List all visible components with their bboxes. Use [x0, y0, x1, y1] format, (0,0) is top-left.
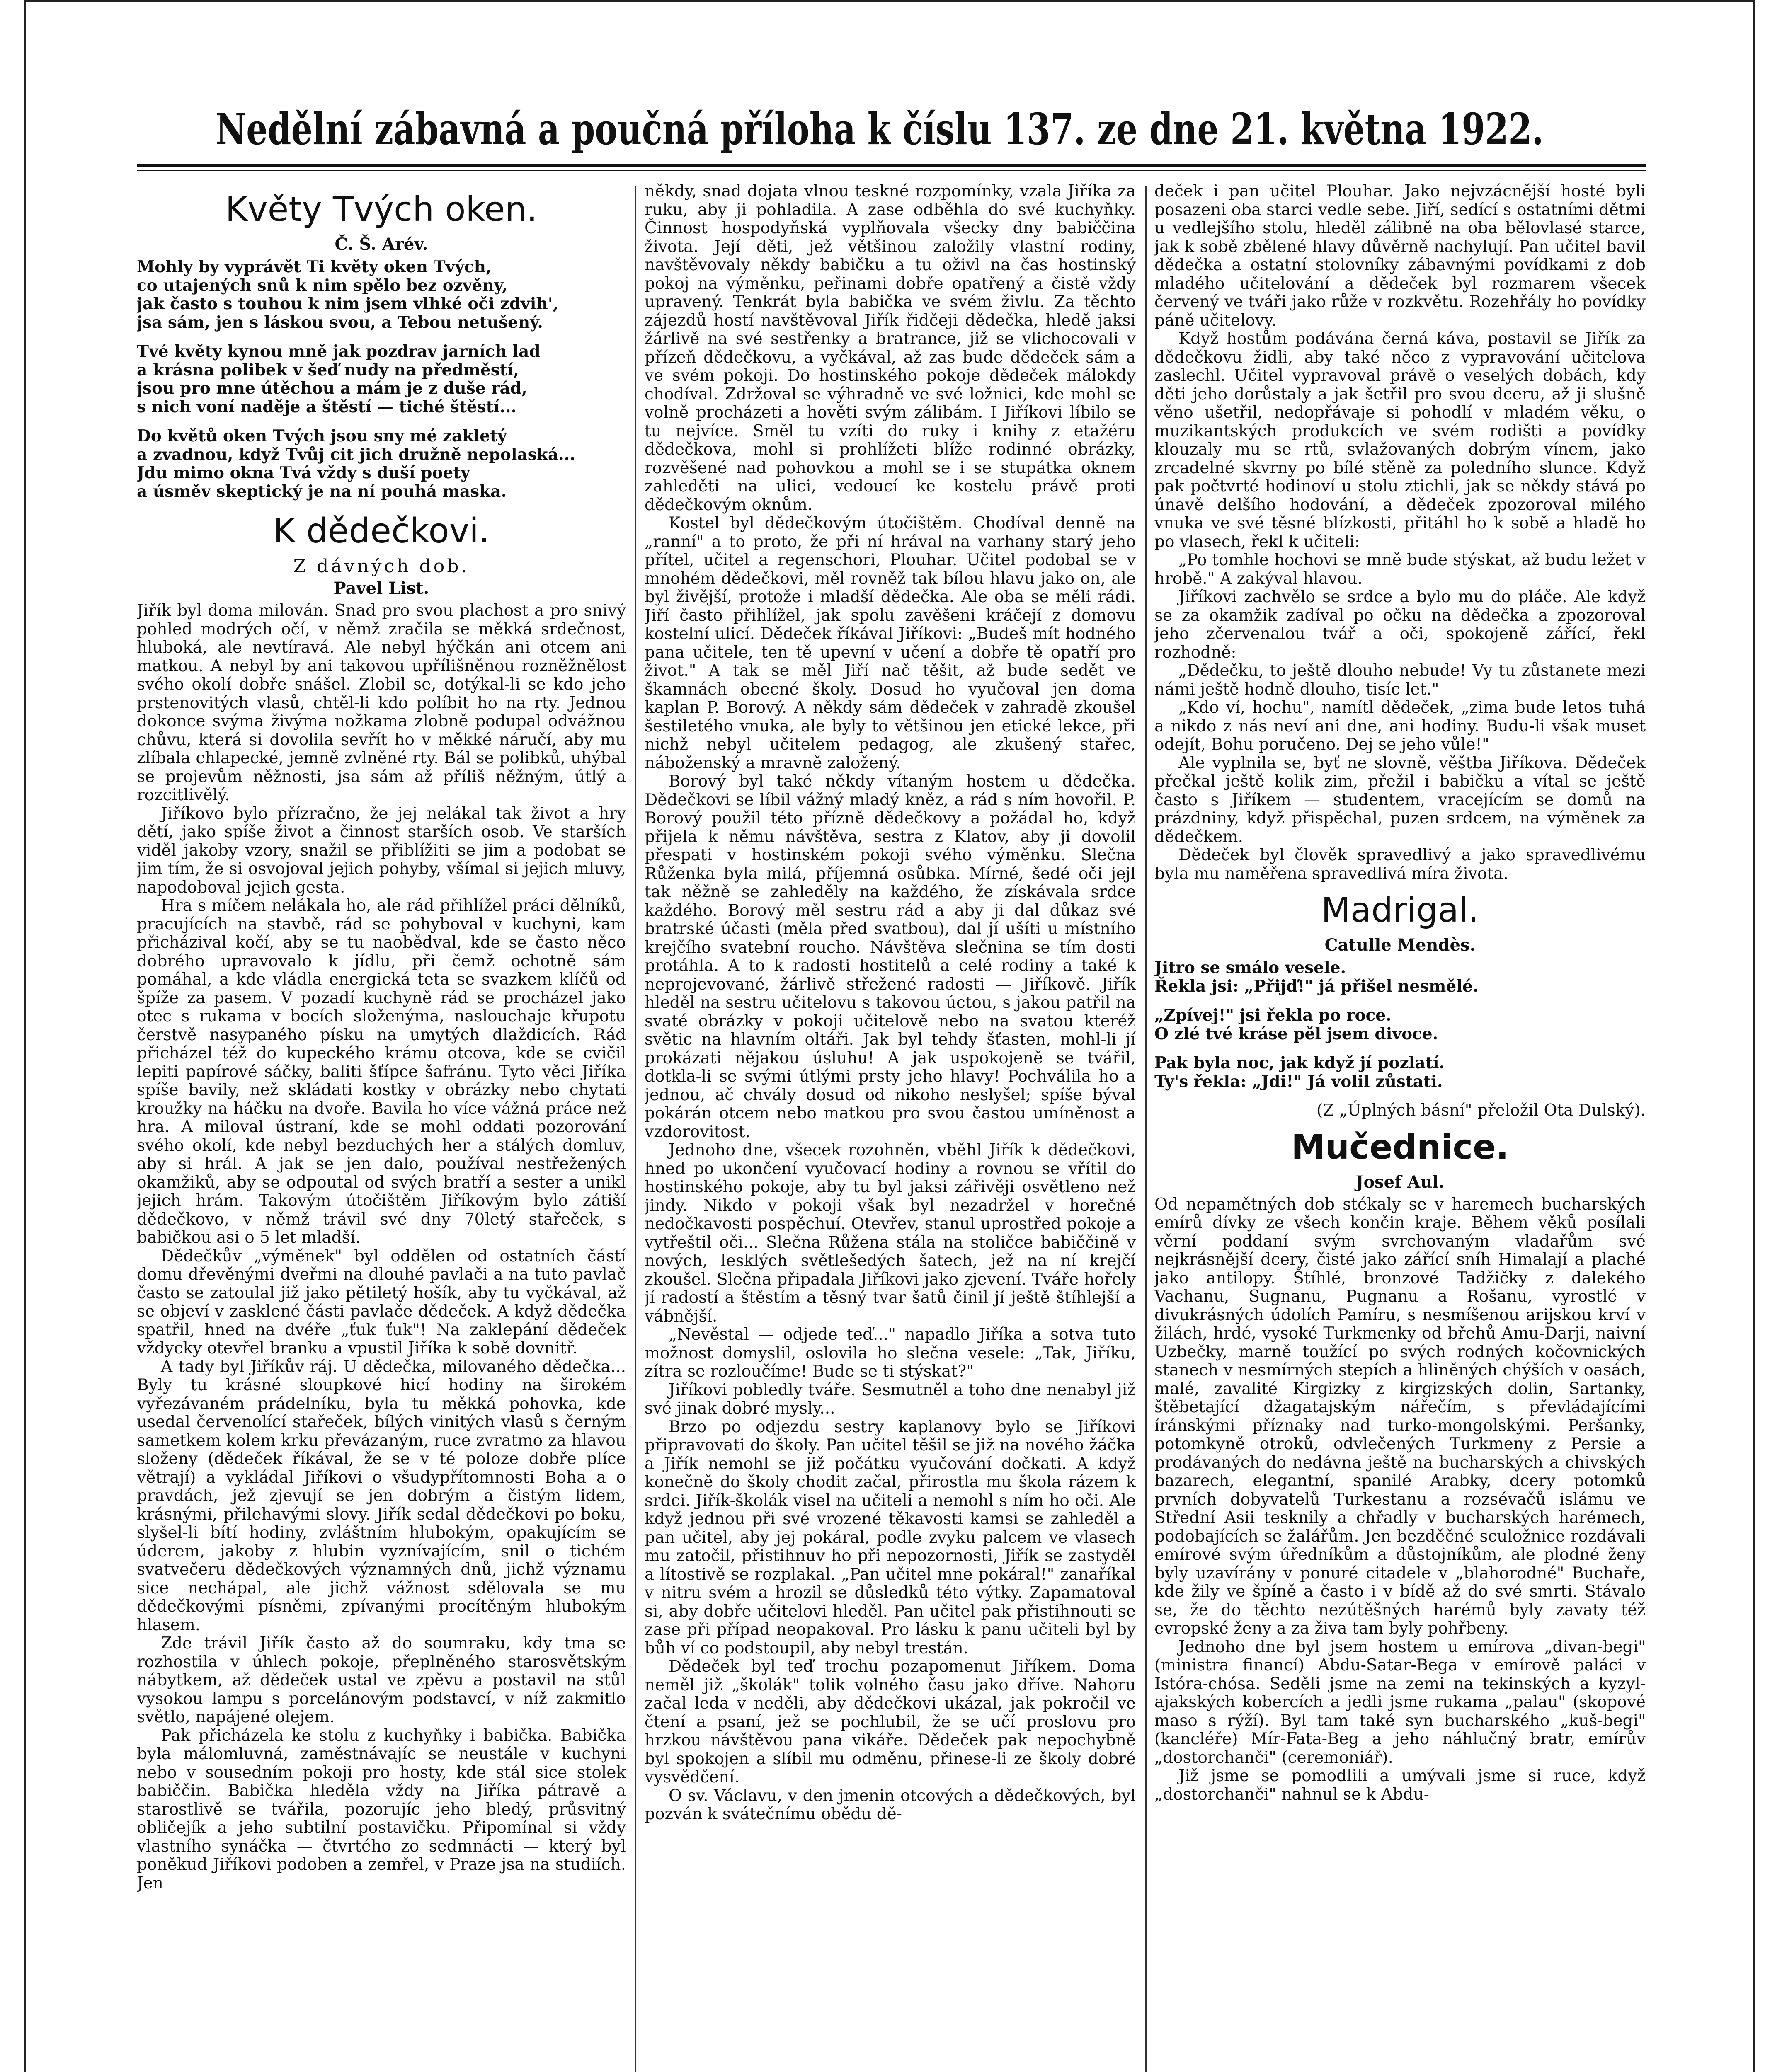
story-paragraph: Dědeček byl člověk spravedlivý a jako spravedlivému byla mu naměřena spravedlivá míra života. — [1154, 846, 1646, 883]
story-paragraph: „Kdo ví, hochu", namítl dědeček, „zima bude letos tuhá a nikdo z nás neví ani dne, ani hodiny. Budu-li však muset odejít, Bohu poručeno. Dej se jeho vůle!" — [1154, 698, 1646, 754]
story-paragraph: Jiříkovo bylo přízračno, že jej nelákal tak život a hry dětí, jako spíše život a činnost starších osob. Ve starších viděl jakoby vzory, snažil se přiblížiti se jim a podobat se jim tím, že si osvojoval jejich pohyby, všímal si jejich mluvy, napodoboval jejich gesta. — [137, 804, 626, 897]
madrigal-stanza-2 — [1154, 1006, 1646, 1043]
poem-line: a úsměv skeptický je na ní pouhá maska. — [137, 482, 507, 501]
column-2 — [645, 182, 1136, 2072]
story-subtitle: Z dávných dob. — [293, 556, 470, 577]
poem-line: O zlé tvé kráse pěl jsem divoce. — [1154, 1024, 1438, 1043]
column-divider-1 — [635, 186, 636, 2072]
masthead-rule-thick — [137, 164, 1646, 167]
story-paragraph: Zde trávil Jiřík často až do soumraku, kdy tma se rozhostila v úhlech pokoje, přeplněného starosvětským nábytkem, až dědeček ustal ve zpěvu a postavil na stůl vysokou lampu s porcelánovým podstavcí, v níž zakmitlo světlo, napájené olejem. — [137, 1634, 626, 1726]
story-paragraph: „Nevěstal — odjede teď..." napadlo Jiříka a sotva tuto možnost domyslil, oslovila ho slečna vesele: „Tak, Jiříku, zítra se rozloučíme! Bude se ti stýskat?" — [645, 1325, 1136, 1381]
poem-title: Květy Tvých oken. — [225, 190, 538, 229]
column-divider-2 — [1145, 186, 1147, 2072]
story-paragraph: Dědeček byl teď trochu pozapomenut Jiříkem. Doma neměl již „školák" tolik volného času jako dříve. Nahoru začal leda v neděli, aby dědečkovi ukázal, jak pokročil ve čtení a psaní, jež se pochlubil, že se učí proslovu pro hrzkou návštěvou pana vikáře. Dědeček pak nepochybně byl spokojen a slíbil mu odměnu, přinese-li ze školy dobré vysvědčení. — [645, 1657, 1136, 1786]
story-paragraph: Jiřík byl doma milován. Snad pro svou plachost a pro snivý pohled modrých očí, v němž zračila se měkká srdečnost, hluboká, ale nevtíravá. Ale nebyl hýčkán ani otcem ani matkou. A nebyl by ani takovou upřílišněnou rozněžnělost svého okolí dobře snášel. Zlobil se, dotýkal-li se kdo jeho prstenovitých vlasů, chtěl-li kdo políbit ho na rty. Jednou dokonce svýma živýma nožkama zlobně podupal odvážnou chůvu, která si dovolila sevřít ho v měkké náručí, aby mu zlíbala chlapecké, jemně zvlněné rty. Bál se polibků, uhýbal se projevům něžnosti, jsa sám až příliš něžným, útlý a rozcitlivělý. — [137, 601, 626, 804]
story-paragraph: Ale vyplnila se, byť ne slovně, věštba Jiříkova. Dědeček přečkal ještě kolik zim, přežil i babičku a vítal se ještě často s Jiříkem — studentem, vracejícím se domů na prázdniny, když přispěchal, puzen srdcem, na výměnek za dědečkem. — [1154, 753, 1646, 846]
story-paragraph: Brzo po odjezdu sestry kaplanovy bylo se Jiříkovi připravovati do školy. Pan učitel těšil se již na nového žáčka a Jiřík nemohl se již počátku vyučování dočkati. A když konečně do školy chodit začal, přirostla mu škola rázem k srdci. Jiřík-školák visel na učiteli a nemohl s ním ho oči. Ale když jednou při své vrozené těkavosti kamsi se zahleděl a pan učitel, aby jej pokáral, podle zvyku palcem ve vlasech mu zatočil, přistihnuv ho při nepozornosti, Jiřík se zastyděl a lítostivě se rozplakal. „Pan učitel mne pokáral!" zanaříkal v nitru svém a hrozil se důsledků této výtky. Zapamatoval si, aby dobře učitelovi hleděl. Pan učitel pak přistihnouti se zase při případ neopakoval. Pro lásku k panu učiteli byl by bůh ví co podstoupil, aby nebyl trestán. — [645, 1417, 1136, 1658]
poem-line: Jdu mimo okna Tvá vždy s duší poety — [137, 463, 470, 482]
mucednice-author: Josef Aul. — [1355, 1172, 1445, 1192]
story-paragraph: Již jsme se pomodlili a umývali jsme si ruce, když „dostorchanči" nahnul se k Abdu- — [1154, 1767, 1646, 1804]
column-3 — [1154, 182, 1646, 2072]
column-1 — [137, 182, 626, 2072]
poem-line: jak často s touhou k nim jsem vlhké oči zdvih', — [137, 294, 559, 313]
story-paragraph: Jiříkovi zachvělo se srdce a bylo mu do pláče. Ale když se za okamžik zadíval po očku na dědečka a zpozoroval jeho zčervenalou tvář a oči, spokojeně zářící, řekl rozhodně: — [1154, 588, 1646, 662]
poem-line: Tvé květy kynou mně jak pozdrav jarních lad — [137, 342, 541, 361]
poem-stanza-2 — [137, 342, 626, 416]
masthead-title: Nedělní zábavná a poučná příloha k číslu 137. ze dne 21. května 1922. — [216, 104, 1544, 155]
story-paragraph: O sv. Václavu, v den jmenin otcových a dědečkových, byl pozván k svátečnímu obědu dě- — [645, 1786, 1136, 1823]
story-paragraph: Borový byl také někdy vítaným hostem u dědečka. Dědečkovi se líbil vážný mladý kněz, a rád s ním hovořil. P. Borový použil této přízně dědečkovy a požádal ho, když přijela k němu návštěva, sestra z Klatov, aby ji dovolil přespati v hostinském pokoji svého výměnku. Slečna Růženka byla milá, příjemná osůbka. Mírné, šedé oči jejl tak něžně se zahleděly na každého, že získávala srdce každého. Borový měl sestru rád a aby ji dal důkaz své bratrské účasti (měla před svatbou), dal jí ušíti u místního krejčího svatební roucho. Návštěva slečnina se tím dosti protáhla. A to k radosti hostitelů a celé rodiny a také k neprojevované, žárlivě střežené radosti — Jiříkově. Jiřík hleděl na sestru učitelovu s takovou úctou, s jakou patřil na svaté obrázky v pokoji učitelově nebo na svatou kteréž světic na hlavním oltáři. Jak byl tehdy šťasten, mohl-li jí prokázati nějakou úsluhu! A jak uspokojeně se tvářil, dotkla-li se svými útlými prsty jeho hlavy! Pochválila ho a jednou, ač chvály dosud od nikoho neslyšel; spíše býval pokárán otcem nebo matkou pro svou častou umíněnost a vzdorovitost. — [645, 772, 1136, 1141]
madrigal-credit: (Z „Úplných básní" přeložil Ota Dulský). — [1316, 1101, 1646, 1120]
poem-line: a krásna polibek v šeď nudy na předměstí, — [137, 360, 519, 380]
story-paragraph: Hra s míčem nelákala ho, ale rád přihlížel práci dělníků, pracujících na stavbě, rád se pohyboval v kuchyni, kam přicházival kočí, aby se tu naobědval, kde se často něco dobrého upravovalo k jídlu, při čemž ochotně sám pomáhal, a kde vládla energická teta se svazkem klíčů od špíže za pasem. V pozadí kuchyně rád se procházel jako otec s rukama v bocích složenýma, naslouchaje křupotu čerstvě nasypaného písku na umytých dlaždicích. Rád přicházel též do kupeckého krámu otcova, kde se cvičil lepiti papírové sáčky, baliti šťípce šafránu. Tyto věci Jiříka spíše bavily, než skládati kostky v obrázky nebo chytati kroužky na háčku na dvoře. Bavila ho více vážná práce než hra. A miloval ústraní, kde se mohl oddati pozorování svého okolí, kde nebyl bezduchých her a stálých domluv, aby si hrál. A jak se jen dalo, používal nestřežených okamžiků, aby se odpoutal od svých bratří a sester a unikl jejich hrám. Takovým útočištěm Jiříkovým bylo zátiší dědečkovo, v němž trávil své dny 70letý stařeček, s babičkou asi o 5 let mladší. — [137, 896, 626, 1247]
poem-line: s nich voní naděje a štěstí — tiché štěstí... — [137, 397, 517, 416]
story-paragraph: Jiříkovi pobledly tváře. Sesmutněl a toho dne nenabyl již své jinak dobré mysly... — [645, 1380, 1136, 1418]
poem-stanza-1 — [137, 258, 626, 332]
story-paragraph: Od nepamětných dob stékaly se v haremech bucharských emírů dívky ze všech končin kraje. Během věků posílali věrní poddaní svým svrchovaným vladařům své nejkrásnější dcery, čisté jako zářící sníh Himalají a plaché jako antilopy. Štíhlé, bronzové Tadžičky z dalekého Vachanu, Sugnanu, Pugnanu a Rošanu, vyrostlé v divukrásných údolích Pamíru, s nesmíšenou arijskou krví v žilách, hrdé, vysoké Turkmenky od břehů Amu-Darji, naivní Uzbečky, marně toužící po svých rodných kočovnických stanech v nesmírných stepích a hliněných chýších v oasách, malé, zavalité Kirgizky z kirgizských dolin, Sartanky, štěbetající džagatajským nářečím, s převládajícími íránskými příznaky nad turko-mongolskými. Peršanky, potomkyně otroků, odvlečených Turkmeny z Persie a prodávaných do nedávna ještě na bucharských a chivských bazarech, elegantní, spanilé Arabky, dcery potomků prvních dobyvatelů Turkestanu a rozsévačů islámu ve Střední Asii tesknily a chřadly v bucharských harémech, podobajících se žalářům. Jen bezděčné sculožnice rozdávali emírové svým úředníkům a důstojníkům, ale plodné ženy byly uzavírány v ponuré citadele v „blahorodné" Buchaře, kde žily ve špíně a často i v bídě až do své smrti. Stávalo se, že do těchto nezútěšných harémů byly zavaty též evropské ženy a za živa tam byly pohřbeny. — [1154, 1195, 1646, 1638]
poem-line: a zvadnou, když Tvůj cit jich družně nepolaská... — [137, 445, 575, 464]
poem-line: Řekla jsi: „Přijď!" já přišel nesmělé. — [1154, 976, 1479, 996]
story-author: Pavel List. — [333, 579, 429, 598]
poem-line: Ty's řekla: „Jdi!" Já volil zůstati. — [1154, 1072, 1443, 1091]
madrigal-title: Madrigal. — [1321, 891, 1479, 930]
story-paragraph: „Dědečku, to ještě dlouho nebude! Vy tu zůstanete mezi námi ještě hodně dlouho, tisíc let." — [1154, 661, 1646, 699]
story-paragraph: někdy, snad dojata vlnou teskné rozpomínky, vzala Jiříka za ruku, aby ji pohladila. A zase odběhla do své kuchyňky. Činnost hospodyňská vyplňovala všecky dny babiččina života. Její děti, jež většinou založily vlastní rodiny, navštěvovaly někdy babičku a tu oživl na čas hostinský pokoj na výměnku, peřinami dobře opatřený a čistě vždy upravený. Tenkrát byla babička ve svém živlu. Za těchto zájezdů hostí navštěvoval Jiřík řidčeji dědečka, hledě jaksi žárlivě na své sestřenky a bratrance, již se vlichocovali v přízeň dědečkovu, a vyčkával, až zas bude dědeček sám a ve svém pokoji. Do hostinského pokoje dědeček málokdy chodíval. Zdržoval se výhradně ve své ložnici, kde mohl se volně procházeti a hověti svým zálibám. I Jiříkovi líbilo se tu nejvíce. Směl tu vzíti do ruky i knihy z etažéru dědečkova, mohl si prohlížeti blíže rodinné obrázky, rozvěšené nad pohovkou a mohl se i se stupátka oknem zahleděti na ulici, vedoucí ke kostelu právě proti dědečkovým oknům. — [645, 182, 1136, 514]
story-paragraph: Když hostům podávána černá káva, postavil se Jiřík za dědečkovu židli, aby také něco z vypravování učitelova zaslechl. Učitel vypravoval právě o veselých dobách, kdy děti jeho dorůstaly a jak šetřil pro svou dceru, až ji slušně věno ušetřil, nedopřávaje si pohodlí v mladém věku, o muzikantských produkcích ve svém rodišti a povídky klouzaly mu se rtů, svlažovaných dobrým vínem, jako zrcadelné skvrny po bílé stěně za poledního slunce. Když pak počtvrté hodinoví u stolu ztichli, jak se někdy stává po únavě delšího hodování, a dědeček zpozoroval milého vnuka ve své těsné blízkosti, přitáhl ho k sobě a hladě ho po vlasech, řekl k učiteli: — [1154, 329, 1646, 551]
story-paragraph: Kostel byl dědečkovým útočištěm. Chodíval denně na „ranní" a to proto, že při ní hrával na varhany starý jeho přítel, učitel a regenschori, Plouhar. Učitel podobal se v mnohém dědečkovi, měl rovněž tak bílou hlavu jako on, ale byl živější, protože i mladší dědečka. Ale oba se měli rádi. Jiří často přihlížel, jak spolu zavěšeni kráčejí z domovu kostelní ulicí. Dědeček říkával Jiříkovi: „Budeš mít hodného pana učitele, ten tě upevní v učení a dobře tě opatří pro život." A tak se měl Jiří nač těšit, až bude sedět ve škamnách obecné školy. Dosud ho vyučoval jen doma kaplan P. Borový. A někdy sám dědeček v zahradě zkoušel šestiletého vnuka, ale byly to většinou jen etické lekce, při nichž nebyl učitelem pedagog, ale zkušený stařec, náboženský a mravně založený. — [645, 514, 1136, 772]
poem-line: jsou pro mne útěchou a mám je z duše rád, — [137, 379, 527, 398]
story-paragraph: Jednoho dne, všecek rozohněn, vběhl Jiřík k dědečkovi, hned po ukončení vyučovací hodiny a rovnou se vřítil do hostinského pokoje, aby tu byl jaksi zářivěji osvětleno než jindy. Nikdo v pokoji však byl nezadržel v horečné nedočkavosti pospěchuí. Otevřev, stanul uprostřed pokoje a vytřeštil oči... Slečna Růžena stála na stoličce babiččině v nových, lesklých světlešedých šatech, jež na ní krejčí zkoušel. Slečna připadala Jiříkovi jako zjevení. Tváře hořely jí radostí a štěstím a těsný tvar šatů činil jí ještě štíhlejší a vábnější. — [645, 1141, 1136, 1326]
madrigal-stanza-1 — [1154, 959, 1646, 995]
poem-line: Do květů oken Tvých jsou sny mé zakletý — [137, 426, 507, 445]
poem-author: Č. Š. Arév. — [335, 235, 428, 254]
story-paragraph: deček i pan učitel Plouhar. Jako nejvzácnější hosté byli posazeni oba starci vedle sebe. Jiří, sedící s ostatními dětmi u vedlejšího stolu, hleděl zálibně na oba bělovlasé starce, jak k sobě zbělené hlavy důvěrně nachylují. Pan učitel bavil dědečka a ostatní stolovníky zábavnými povídkami z dob mladého učitelování a dědeček byl rozmarem všecek červený ve tváři jako růže v rozkvětu. Rozehřály ho povídky páně učitelovy. — [1154, 182, 1646, 330]
madrigal-stanza-3 — [1154, 1054, 1646, 1091]
poem-line: Jitro se smálo vesele. — [1154, 958, 1346, 977]
poem-line: Mohly by vyprávět Ti květy oken Tvých, — [137, 257, 492, 276]
story-paragraph: Pak přicházela ke stolu z kuchyňky i babička. Babička byla málomluvná, zaměstnávajíc se neustále v kuchyni nebo v sousedním pokoji pro hosty, kde stál sice stolek babiččin. Babička hleděla vždy na Jiříka pátravě a starostlivě se tvářila, pozorujíc jeho bledý, průsvitný obličejík a jeho subtilní postavičku. Připomínal si vždy vlastního synáčka — čtvrtého zo sedmnácti — který byl poněkud Jiříkovi podoben a zemřel, v Praze jsa na studiích. Jen — [137, 1726, 626, 1893]
story-paragraph: „Po tomhle hochovi se mně bude stýskat, až budu ležet v hrobě." A zakýval hlavou. — [1154, 551, 1646, 588]
story-title: K dědečkovi. — [273, 511, 490, 551]
mucednice-title: Mučednice. — [1291, 1127, 1509, 1167]
masthead-rule-thin — [137, 170, 1646, 171]
madrigal-author: Catulle Mendès. — [1324, 935, 1476, 955]
story-paragraph: Jednoho dne byl jsem hostem u emírova „divan-begi" (ministra financí) Abdu-Satar-Bega v emírově paláci v Istóra-chósa. Seděli jsme na zemi na tekinských a kyzyl-ajakských kobercích a jedli jsme rukama „palau" (skopové maso s rýží). Byl tam také syn bucharského „kuš-begi" (kancléře) Mír-Fata-Beg a jeho náhlučný bratr, emírův „dostorchanči" (ceremoniář). — [1154, 1637, 1646, 1767]
poem-line: Pak byla noc, jak když jí pozlatí. — [1154, 1053, 1445, 1072]
poem-line: jsa sám, jen s láskou svou, a Tebou netušený. — [137, 312, 543, 332]
poem-line: „Zpívej!" jsi řekla po roce. — [1154, 1006, 1392, 1025]
story-paragraph: Dědečkův „výměnek" byl oddělen od ostatních částí domu dřevěnými dveřmi na dlouhé pavlači a na tuto pavlač často se zatoulal již jako pětiletý hošík, aby tu vyčkával, až se objeví v zasklené části pavlače dědeček. A když dědečka spatřil, hned na dvéře „ťuk ťuk"! Na zaklepání dědeček vždycky otevřel branku a vpustil Jiříka k sobě dovnitř. — [137, 1247, 626, 1358]
poem-stanza-3 — [137, 427, 626, 501]
story-paragraph: A tady byl Jiříkův ráj. U dědečka, milovaného dědečka... Byly tu krásné sloupkové hicí hodiny na širokém vyřezávaném prádelníku, byla tu měkká pohovka, kde usedal červenolící stařeček, bílých vinitých vlasů s černým sametkem kolem krku převázaným, ruce zvratmo za hlavou složeny (dědeček říkával, že se v té poloze dobře plíce větrají) a vykládal Jiříkovi o všudypřítomnosti Boha a o pravdách, jež zjevují se jen dobrým a čistým lidem, krásnými, přilehavými slovy. Jiřík sedal dědečkovi po boku, slyšel-li bítí hodiny, zvláštním hlubokým, opakujícím se úderem, jakoby z hlubin vyznívajícím, snil o tichém svatvečeru dědečkových významných dnů, jichž významu sice nechápal, ale jichž vážnost sdělovala se mu dědečkovými písněmi, zpívanými procítěným hlubokým hlasem. — [137, 1357, 626, 1634]
poem-line: co utajených snů k nim spělo bez ozvěny, — [137, 276, 508, 295]
